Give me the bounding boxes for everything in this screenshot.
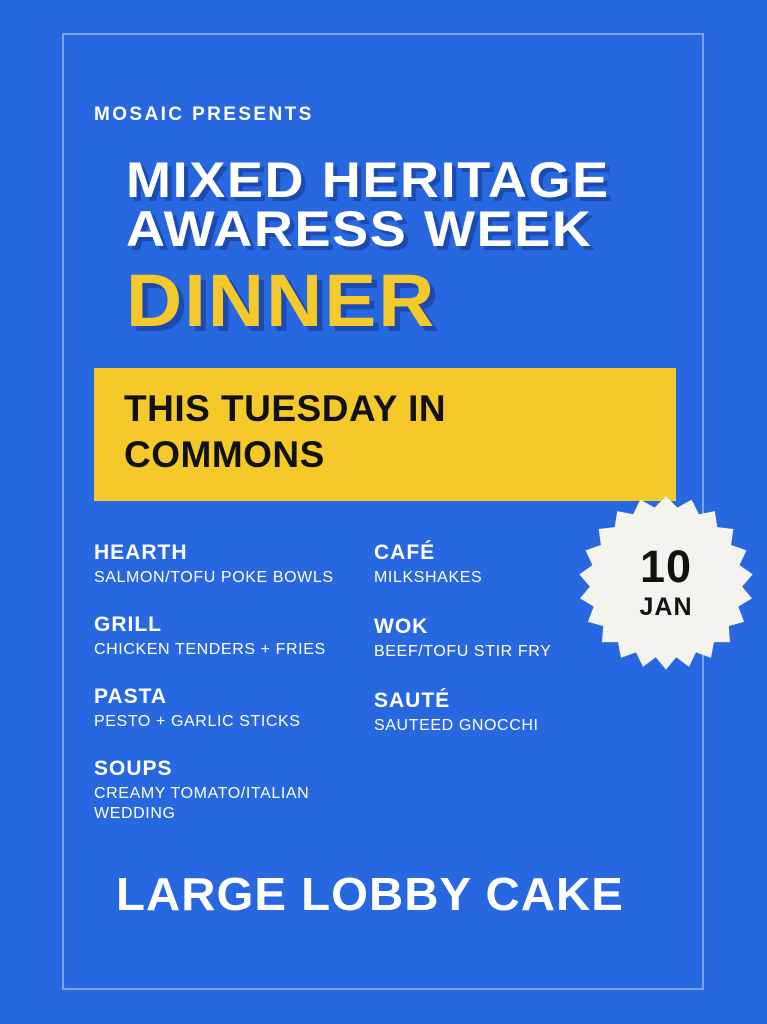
- menu-column-left: [94, 541, 374, 849]
- date-month: JAN: [639, 593, 693, 621]
- station-name: CAFÉ: [374, 540, 436, 564]
- station-item: SAUTEED GNOCCHI: [374, 717, 539, 735]
- footer-text: LARGE LOBBY CAKE: [116, 867, 624, 920]
- date-badge-text: [578, 494, 754, 670]
- date-badge: [578, 494, 754, 670]
- station-item: MILKSHAKES: [374, 568, 483, 586]
- station-item: PESTO + GARLIC STICKS: [94, 713, 301, 731]
- station-item: BEEF/TOFU STIR FRY: [374, 642, 552, 660]
- menu-station: [94, 541, 374, 587]
- station-item: CREAMY TOMATO/ITALIAN WEDDING: [94, 785, 310, 822]
- station-name: WOK: [374, 614, 429, 638]
- station-name: SOUPS: [94, 757, 173, 781]
- menu-station: [94, 613, 374, 659]
- menu-station: [94, 757, 374, 822]
- meal-heading: DINNER: [126, 259, 437, 342]
- menu-station: [374, 689, 654, 735]
- title-line-1: MIXED HERITAGE: [126, 152, 610, 208]
- eyebrow-text: MOSAIC PRESENTS: [94, 104, 314, 125]
- station-name: SAUTÉ: [374, 689, 451, 713]
- station-name: HEARTH: [94, 540, 188, 564]
- menu-station: [94, 685, 374, 731]
- title-line-2: AWARESS WEEK: [126, 201, 593, 257]
- station-name: GRILL: [94, 612, 162, 636]
- station-name: PASTA: [94, 685, 168, 709]
- station-item: CHICKEN TENDERS + FRIES: [94, 640, 326, 658]
- station-item: SALMON/TOFU POKE BOWLS: [94, 568, 334, 586]
- date-day: 10: [639, 541, 693, 592]
- banner: [94, 368, 676, 501]
- banner-text: THIS TUESDAY IN COMMONS: [124, 388, 447, 476]
- poster-title: [94, 152, 694, 257]
